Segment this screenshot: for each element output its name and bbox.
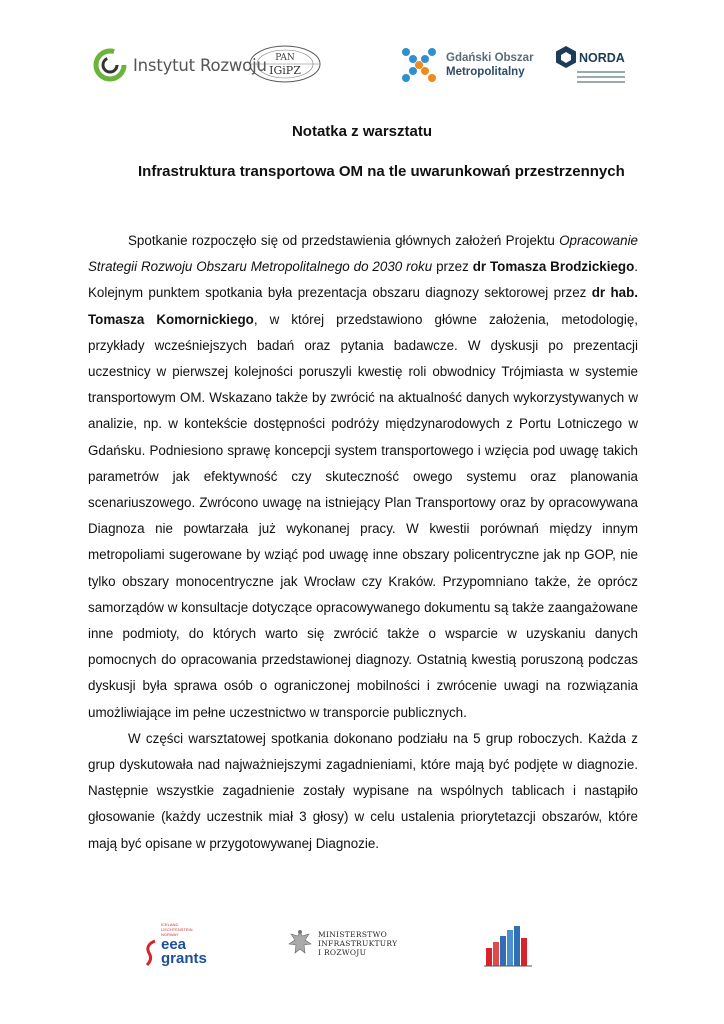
speaker-2-bold: dr hab. Tomasza Komornickiego: [88, 285, 638, 327]
norda-subtitle-lines: [577, 71, 625, 86]
footer-logos: [0, 922, 724, 982]
norda-text: NORDA: [579, 51, 625, 65]
project-title-italic: Opracowanie Strategii Rozwoju Obszaru Metropolitalnego do 2030 roku: [88, 233, 638, 275]
grants-text: grants: [161, 950, 207, 967]
gom-cross-icon: [400, 46, 438, 84]
eea-countries-text: ICELAND LIECHTENSTEIN NORWAY: [161, 922, 193, 937]
instytut-rozwoju-icon: [93, 48, 127, 82]
gom-line1: Gdański Obszar: [446, 52, 534, 64]
p1-text: przez: [432, 259, 473, 275]
ministerstwo-logo: [287, 928, 397, 958]
norda-hexagon-icon: [555, 45, 577, 69]
p1-text: . Kolejnym punktem spotkania była prezentacja obszaru diagnozy sektorowej przez: [88, 259, 638, 301]
igipz-text: IGiPZ: [269, 64, 301, 77]
p1-text: Spotkanie rozpoczęło się od przedstawienia głównych założeń Projektu: [128, 233, 560, 248]
eagle-emblem-icon: [287, 928, 313, 958]
pan-text: PAN: [275, 53, 295, 63]
p1-text: , w której przedstawiono główne założenia, metodologię, przykłady wcześniejszych badań oraz pytania badawcze. W dyskusji po prezentacji uczestnicy w pierwszej kolejności poruszyli kwestię roli obwodnicy Trójmiasta w systemie transportowym OM. Wskazano także by zwrócić na aktualność danych wykorzystywanych w analizie, np. w kontekście dostępności podróży międzynarodowych z Portu Lotniczego w Gdańsku. Podniesiono sprawę koncepcji system transportowego i wzięcia pod uwagę takich parametrów jak efektywność czy skuteczność owego systemu oraz planowania scenariuszowego. Zwrócono uwagę na istniejący Plan Transportowy oraz by opracowywana Diagnoza nie powtarzała już wykonanej pracy. W kwestii porównań między innym metropoliami sugerowane by wziąć pod uwagę inne obszary policentryczne jak np GOP, nie tylko obszary monocentryczne jak Wrocław czy Kraków. Przypomniano także, że oprócz samorządów w konsultacje dotyczące opracowywanego dokumentu są także zaangażowane inne podmioty, do których warto się zwrócić także o wsparcie w uzyskaniu danych pomocnych do opracowania przedstawionej diagnozy. Ostatnią kwestią poruszoną podczas dyskusji była sprawa osób o ograniczonej mobilności i zwrócenie uwagi na rozwiązania umożliwiające im pełne uczestnictwo w transporcie publicznych.: [88, 311, 638, 720]
paragraph-1: [88, 228, 638, 726]
city-skyline-logo: [484, 924, 532, 973]
header-logos: [0, 40, 724, 100]
instytut-rozwoju-text: Instytut Rozwoju: [133, 55, 267, 75]
skyline-bars-icon: [484, 924, 532, 968]
speaker-1-bold: dr Tomasza Brodzickiego: [472, 259, 635, 275]
pan-igipz-logo: [248, 44, 322, 89]
gom-line2: Metropolitalny: [446, 66, 525, 78]
instytut-rozwoju-logo: [93, 48, 267, 82]
eea-text: eea: [161, 936, 187, 953]
paragraph-2: W części warsztatowej spotkania dokonano podziału na 5 grup roboczych. Każda z grup dyskutowała nad najważniejszymi zagadnieniami, które mają być podjęte w diagnozie. Następnie wszystkie zagadnienie zostały wypisane na wspólnych tablicach i nastąpiło głosowanie (każdy uczestnik miał 3 głosy) w celu ustalenia priorytetazcji obszarów, które mają być opisane w przygotowywanej Diagnozie.: [88, 730, 638, 851]
eea-swirl-icon: [143, 937, 159, 967]
norda-logo: [555, 45, 625, 69]
eea-grants-logo: [143, 922, 207, 967]
mir-line3: I ROZWOJU: [318, 947, 367, 957]
gdanski-obszar-logo: [400, 46, 534, 84]
document-body: [88, 228, 638, 857]
document-subtitle: Infrastruktura transportowa OM na tle uwarunkowań przestrzennych: [138, 163, 625, 180]
mir-line2: INFRASTRUKTURY: [318, 938, 398, 948]
mir-line1: MINISTERSTWO: [318, 929, 388, 939]
document-title: Notatka z warsztatu: [291, 123, 433, 140]
